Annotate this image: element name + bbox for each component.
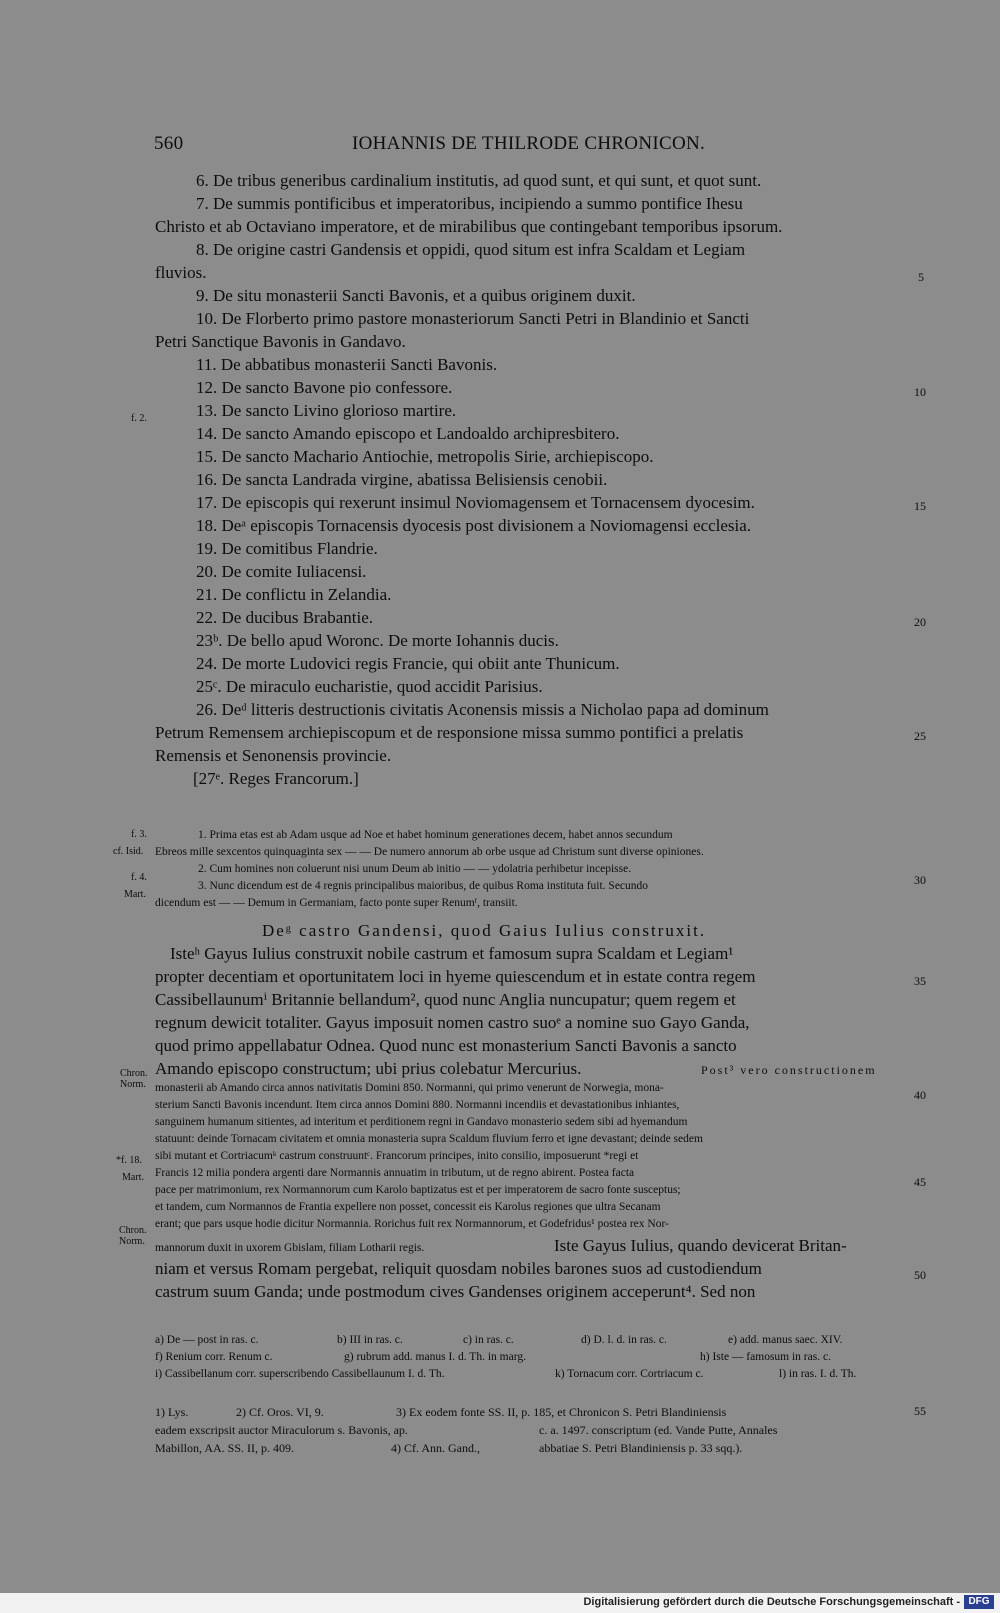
- apparatus-entry: a) De — post in ras. c.: [155, 1334, 259, 1346]
- margin-note: Norm.: [120, 1079, 146, 1090]
- line-number: 30: [914, 873, 926, 887]
- small-body-line: Francis 12 milia pondera argenti dare Normannis annuatim in tributum, ut de regno abirent. Postea facta: [155, 1167, 635, 1179]
- small-body-line: sanguinem humanum sitientes, ad interitum et perditionem regni in Gandavo monasterio sedem sibi ad hyemandum: [155, 1116, 688, 1128]
- apparatus-entry: l) in ras. I. d. Th.: [779, 1368, 857, 1380]
- margin-note: f. 3.: [131, 829, 147, 840]
- toc-line: 16. De sancta Landrada virgine, abatissa Belisiensis cenobii.: [196, 470, 608, 489]
- small-body-line: pace per matrimonium, rex Normannorum cum Karolo baptizatus est et per imperatorem de sacro fonte susceptus;: [155, 1184, 681, 1196]
- small-body-line: sibi mutant et Cortriacumᵏ castrum construuntᶜ. Francorum principes, inito consilio, imposuerunt *regi et: [155, 1150, 639, 1162]
- dfg-logo: DFG: [964, 1595, 994, 1609]
- margin-note: Mart.: [124, 889, 146, 900]
- margin-note: f. 4.: [131, 872, 147, 883]
- small-body-line: statuunt: deinde Tornacam civitatem et omnia monasteria supra Scaldum fluvium ferro et igne devastant; deinde sedem: [155, 1133, 703, 1145]
- toc-line: 21. De conflictu in Zelandia.: [196, 585, 392, 604]
- toc-line: 20. De comite Iuliacensi.: [196, 562, 367, 581]
- toc-line: Remensis et Senonensis provincie.: [155, 746, 392, 765]
- apparatus-entry: e) add. manus saec. XIV.: [728, 1334, 843, 1346]
- body-line: quod primo appellabatur Odnea. Quod nunc est monasterium Sancti Bavonis a sancto: [155, 1036, 737, 1055]
- margin-note: f. 2.: [131, 413, 147, 424]
- toc-line: 25ᶜ. De miraculo eucharistie, quod accidit Parisius.: [196, 677, 543, 696]
- line-number: 5: [918, 270, 924, 284]
- toc-line: 17. De episcopis qui rexerunt insimul Noviomagensem et Tornacensem dyocesim.: [196, 493, 755, 512]
- source-note: abbatiae S. Petri Blandiniensis p. 33 sqq.).: [539, 1441, 743, 1455]
- line-number: 10: [914, 385, 926, 399]
- small-body-line: erant; que pars usque hodie dicitur Normannia. Rorichus fuit rex Normannorum, et Godefridus¹ postea rex Nor-: [155, 1218, 669, 1230]
- toc-line: 13. De sancto Livino glorioso martire.: [196, 401, 457, 420]
- source-note: 1) Lys.: [155, 1405, 189, 1419]
- toc-line: fluvios.: [155, 263, 207, 282]
- apparatus-entry: d) D. l. d. in ras. c.: [581, 1334, 667, 1346]
- source-note: 3) Ex eodem fonte SS. II, p. 185, et Chronicon S. Petri Blandiniensis: [396, 1405, 727, 1419]
- small-body-line: et tandem, cum Normannos de Frantia expellere non posset, concessit eis Karolus regiones que ultra Secanam: [155, 1201, 661, 1213]
- page-number: 560: [154, 133, 184, 154]
- apparatus-entry: f) Renium corr. Renum c.: [155, 1351, 273, 1363]
- note-line: dicendum est — — Demum in Germaniam, facto ponte super Renumᶠ, transiit.: [155, 897, 518, 909]
- source-note: 4) Cf. Ann. Gand.,: [391, 1441, 480, 1455]
- apparatus-entry: h) Iste — famosum in ras. c.: [700, 1351, 831, 1363]
- toc-line: 8. De origine castri Gandensis et oppidi, quod situm est infra Scaldam et Legiam: [196, 240, 746, 259]
- apparatus-entry: c) in ras. c.: [463, 1334, 514, 1346]
- toc-line: 12. De sancto Bavone pio confessore.: [196, 378, 453, 397]
- chapter-heading: Deᵍ castro Gandensi, quod Gaius Iulius construxit.: [262, 921, 707, 940]
- line-number: 25: [914, 729, 926, 743]
- toc-line: 19. De comitibus Flandrie.: [196, 539, 378, 558]
- toc-line: 22. De ducibus Brabantie.: [196, 608, 374, 627]
- apparatus-entry: i) Cassibellanum corr. superscribendo Cassibellaunum I. d. Th.: [155, 1368, 445, 1380]
- running-title: IOHANNIS DE THILRODE CHRONICON.: [352, 133, 706, 154]
- body-line: Cassibellaunumⁱ Britannie bellandum², quod nunc Anglia nuncupatur; quem regem et: [155, 990, 736, 1009]
- source-note: eadem exscripsit auctor Miraculorum s. Bavonis, ap.: [155, 1423, 408, 1437]
- body-line: Isteʰ Gayus Iulius construxit nobile castrum et famosum supra Scaldam et Legiam¹: [170, 944, 734, 963]
- margin-note: Norm.: [119, 1236, 145, 1247]
- line-number: 35: [914, 974, 926, 988]
- note-line: 3. Nunc dicendum est de 4 regnis principalibus maioribus, de quibus Roma instituta fuit. Secundo: [198, 880, 649, 892]
- toc-line: 9. De situ monasterii Sancti Bavonis, et a quibus originem duxit.: [196, 286, 636, 305]
- toc-line: 15. De sancto Machario Antiochie, metropolis Sirie, archiepiscopo.: [196, 447, 654, 466]
- margin-note: cf. Isid.: [113, 846, 144, 857]
- line-number: 45: [914, 1175, 926, 1189]
- body-line: castrum suum Ganda; unde postmodum cives Gandenses originem acceperunt⁴. Sed non: [155, 1282, 756, 1301]
- body-line: Amando episcopo constructum; ubi prius colebatur Mercurius.: [155, 1059, 582, 1078]
- source-note: c. a. 1497. conscriptum (ed. Vande Putte, Annales: [539, 1423, 778, 1437]
- footer-bar: [0, 1593, 1000, 1613]
- small-body-line: sterium Sancti Bavonis incendunt. Item circa annos Domini 880. Normanni incendiis et devastationibus inhiantes,: [155, 1099, 680, 1111]
- body-line: regnum dewicit totaliter. Gayus imposuit nomen castro suoᵉ a nomine suo Gayo Ganda,: [155, 1013, 750, 1032]
- body-line: niam et versus Romam pergebat, reliquit quosdam nobiles barones suos ad custodiendum: [155, 1259, 762, 1278]
- margin-note: Mart.: [122, 1172, 144, 1183]
- source-note: Mabillon, AA. SS. II, p. 409.: [155, 1441, 295, 1455]
- line-number: 40: [914, 1088, 926, 1102]
- margin-note: Chron.: [119, 1225, 147, 1236]
- toc-line: [27ᵉ. Reges Francorum.]: [193, 769, 359, 788]
- apparatus-entry: b) III in ras. c.: [337, 1334, 403, 1346]
- body-line: propter decentiam et oportunitatem loci in hyeme quiescendum et in estate contra regem: [155, 967, 756, 986]
- small-body-line: mannorum duxit in uxorem Gbislam, filiam Lotharii regis.: [155, 1242, 425, 1254]
- toc-line: 14. De sancto Amando episcopo et Landoaldo archipresbitero.: [196, 424, 620, 443]
- line-number: 20: [914, 615, 926, 629]
- source-note: 2) Cf. Oros. VI, 9.: [236, 1405, 324, 1419]
- toc-line: Christo et ab Octaviano imperatore, et de mirabilibus que contingebant temporibus ipsorum.: [155, 217, 783, 236]
- toc-line: 10. De Florberto primo pastore monasteriorum Sancti Petri in Blandinio et Sancti: [196, 309, 750, 328]
- note-line: 2. Cum homines non coluerunt nisi unum Deum ab initio — — ydolatria perhibetur incepisse.: [198, 863, 632, 875]
- toc-line: 18. Deᵃ episcopis Tornacensis dyocesis post divisionem a Noviomagensi ecclesia.: [196, 516, 752, 535]
- toc-line: Petri Sanctique Bavonis in Gandavo.: [155, 332, 406, 351]
- note-line: 1. Prima etas est ab Adam usque ad Noe et habet hominum generationes decem, habet annos secundum: [198, 829, 673, 841]
- apparatus-entry: g) rubrum add. manus I. d. Th. in marg.: [344, 1351, 526, 1363]
- line-number: 55: [914, 1404, 926, 1418]
- toc-line: 23ᵇ. De bello apud Woronc. De morte Iohannis ducis.: [196, 631, 559, 650]
- margin-note: Chron.: [120, 1068, 148, 1079]
- apparatus-entry: k) Tornacum corr. Cortriacum c.: [555, 1368, 704, 1380]
- toc-line: 11. De abbatibus monasterii Sancti Bavonis.: [196, 355, 498, 374]
- toc-line: 24. De morte Ludovici regis Francie, qui obiit ante Thunicum.: [196, 654, 620, 673]
- line-number: 15: [914, 499, 926, 513]
- toc-line: 26. Deᵈ litteris destructionis civitatis Aconensis missis a Nicholao papa ad dominum: [196, 700, 769, 719]
- body-line: Iste Gayus Iulius, quando devicerat Britan-: [554, 1236, 847, 1255]
- toc-line: 7. De summis pontificibus et imperatoribus, incipiendo a summo pontifice Ihesu: [196, 194, 743, 213]
- body-inline-small: Post³ vero constructionem: [701, 1063, 877, 1077]
- margin-note: *f. 18.: [116, 1155, 142, 1166]
- toc-line: Petrum Remensem archiepiscopum et de responsione missa summo pontifici a prelatis: [155, 723, 744, 742]
- small-body-line: monasterii ab Amando circa annos nativitatis Domini 850. Normanni, qui primo venerunt de Norwegia, mona-: [155, 1082, 664, 1094]
- note-line: Ebreos mille sexcentos quinquaginta sex — — De numero annorum ab orbe usque ad Christum sunt diverse opiniones.: [155, 846, 704, 858]
- toc-line: 6. De tribus generibus cardinalium institutis, ad quod sunt, et qui sunt, et quot sunt.: [196, 171, 762, 190]
- line-number: 50: [914, 1268, 926, 1282]
- footer-text: Digitalisierung gefördert durch die Deutsche Forschungsgemeinschaft -: [583, 1596, 960, 1608]
